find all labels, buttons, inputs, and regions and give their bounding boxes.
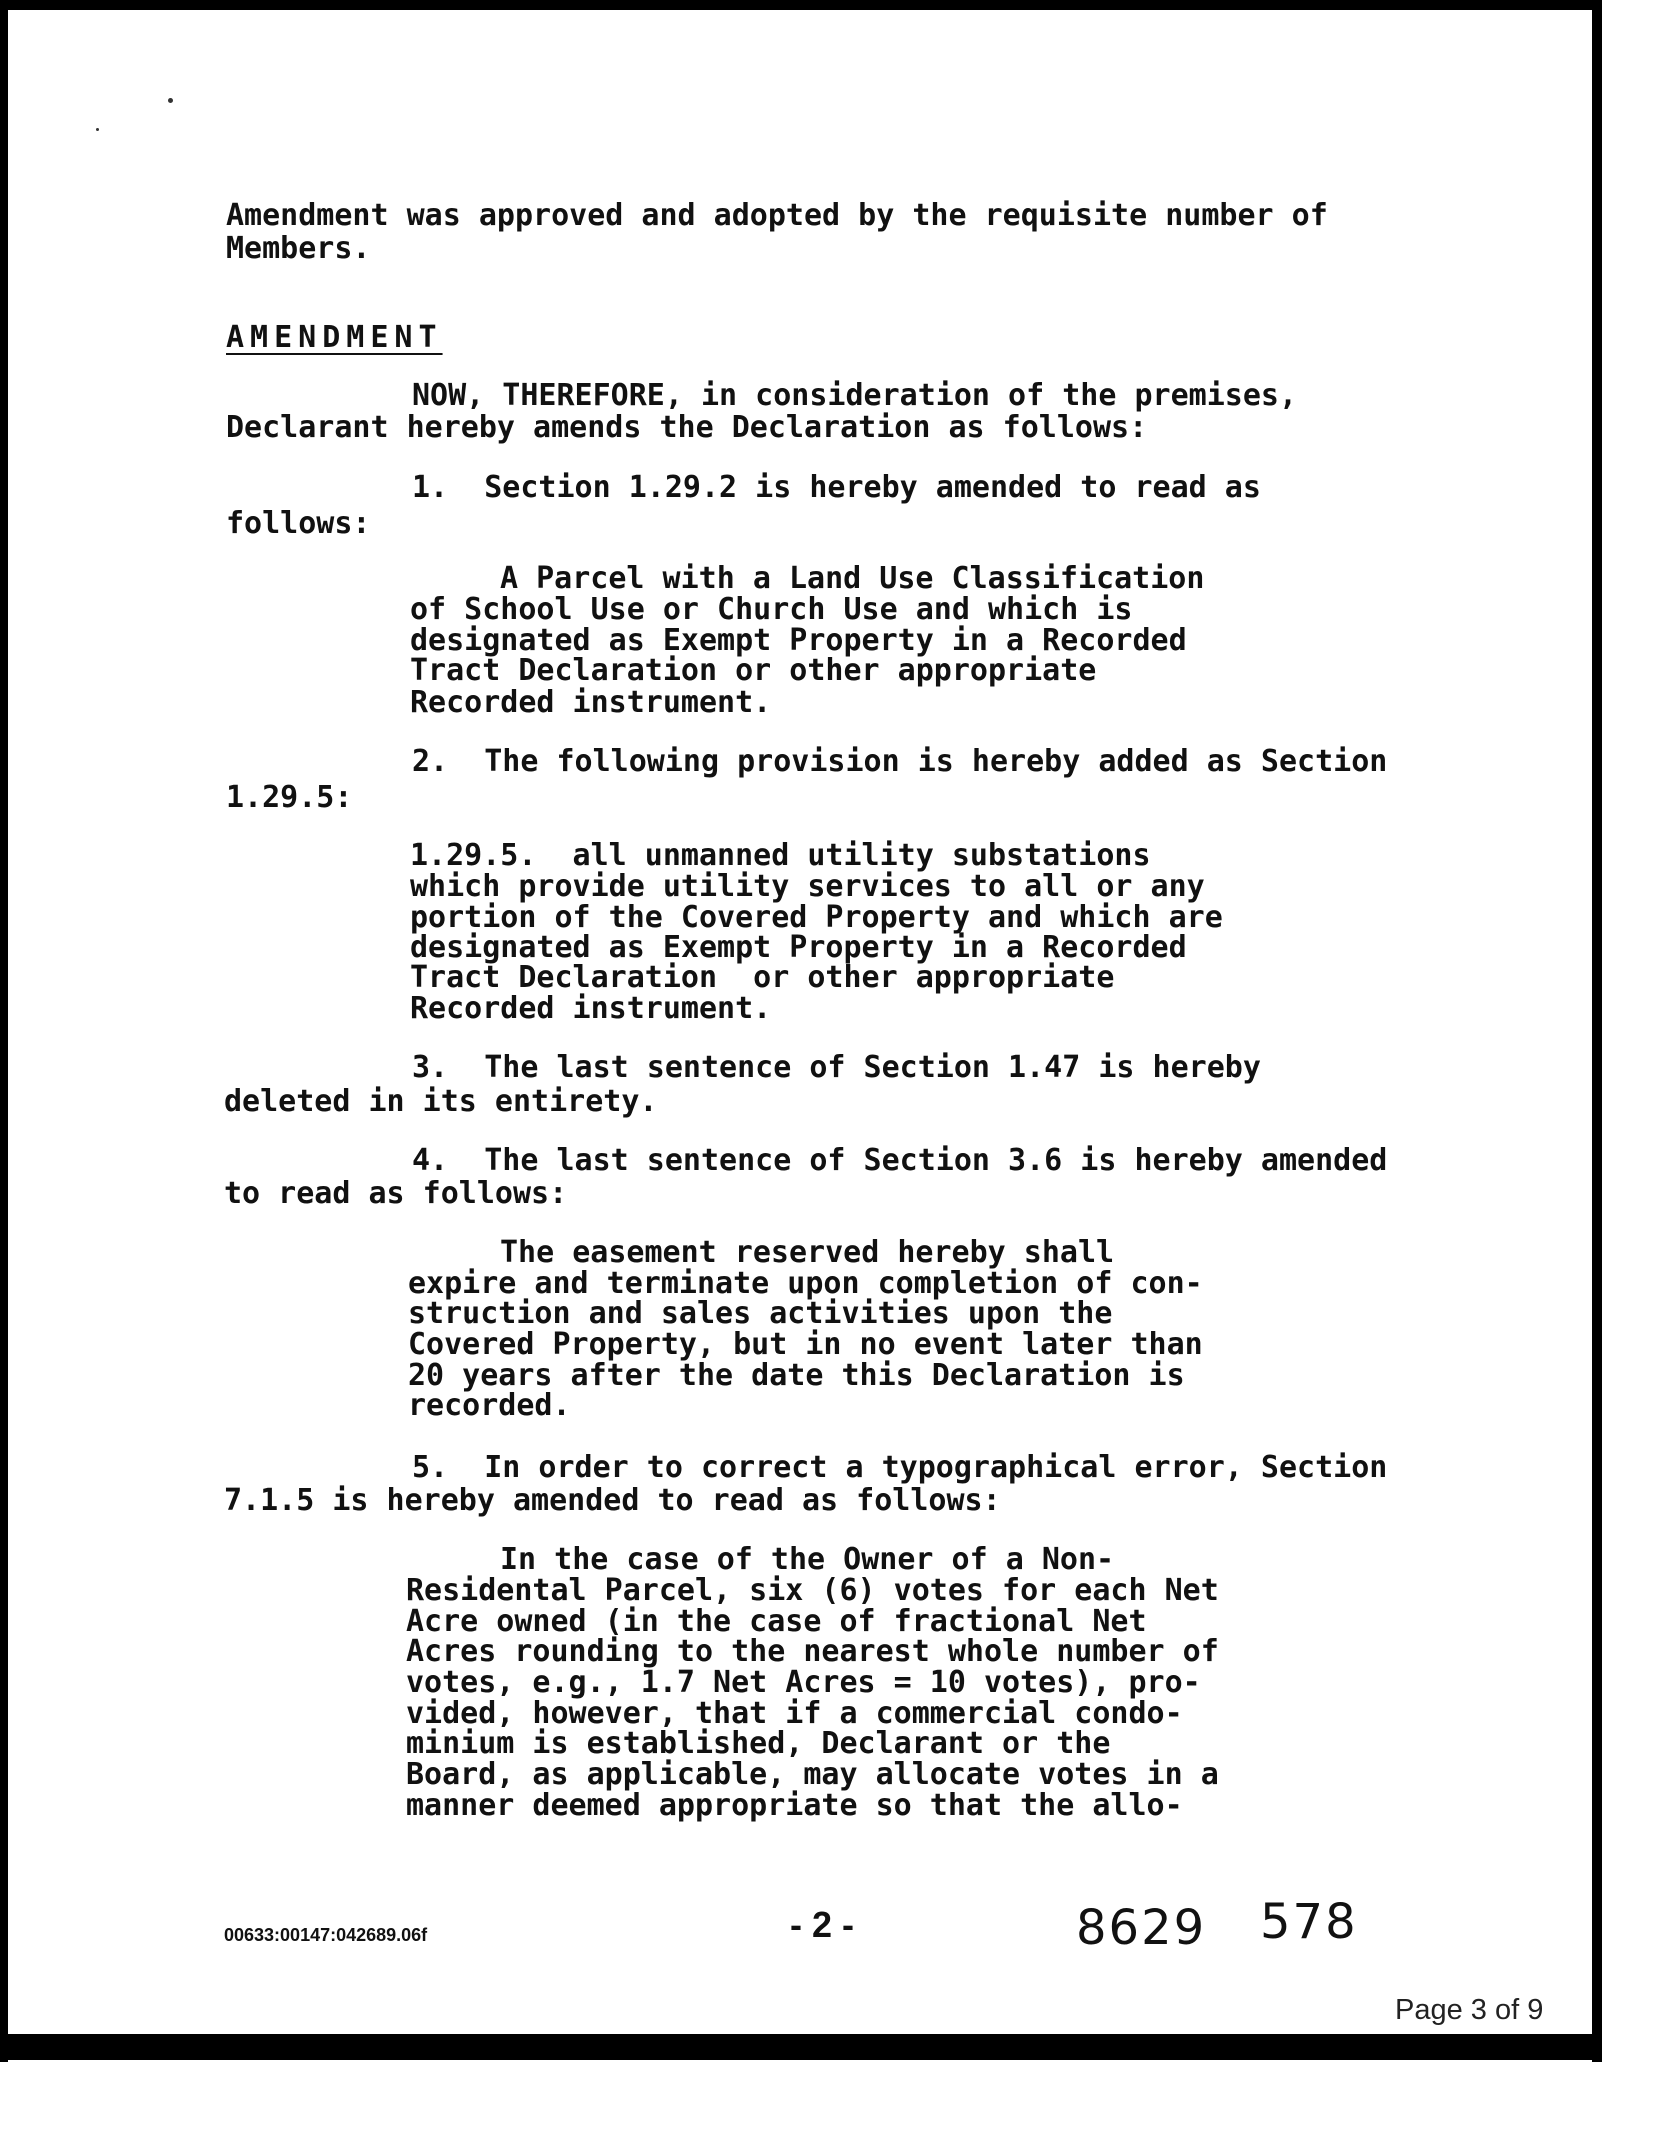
record-page-number: 578 — [1260, 1894, 1358, 1950]
scan-border-bottom — [0, 2034, 1602, 2060]
viewer-page-indicator: Page 3 of 9 — [1395, 1994, 1544, 2026]
item-continuation: deleted in its entirety. — [224, 1084, 658, 1119]
quote-line: 20 years after the date this Declaration is — [408, 1358, 1185, 1393]
scan-border-right — [1592, 0, 1602, 2062]
item-continuation: follows: — [226, 506, 371, 541]
quote-line: struction and sales activities upon the — [408, 1296, 1113, 1331]
quote-line: minium is established, Declarant or the — [406, 1726, 1111, 1761]
item-lead: 2. The following provision is hereby added as Section — [412, 744, 1388, 779]
amendment-heading: AMENDMENT — [226, 320, 443, 355]
quote-line: Recorded instrument. — [410, 991, 772, 1026]
document-code: 00633:00147:042689.06f — [224, 1925, 428, 1945]
item-continuation: to read as follows: — [224, 1176, 568, 1211]
scan-border-top — [0, 0, 1598, 10]
quote-line: Residental Parcel, six (6) votes for each Net — [406, 1573, 1219, 1608]
quote-line: Covered Property, but in no event later than — [408, 1327, 1203, 1362]
quote-line: which provide utility services to all or any — [410, 869, 1205, 904]
item-continuation: 1.29.5: — [226, 780, 353, 815]
page-number: - 2 - — [790, 1904, 855, 1945]
quote-line: Acres rounding to the nearest whole number of — [406, 1634, 1219, 1669]
item-lead: 4. The last sentence of Section 3.6 is hereby amended — [412, 1143, 1388, 1178]
scan-speck — [168, 98, 173, 103]
quote-line: recorded. — [408, 1388, 571, 1423]
quote-line: The easement reserved hereby shall — [500, 1235, 1115, 1270]
item-lead: 3. The last sentence of Section 1.47 is hereby — [412, 1050, 1261, 1085]
intro-line: Amendment was approved and adopted by the requisite number of — [226, 198, 1328, 233]
quote-line: designated as Exempt Property in a Recorded — [410, 930, 1187, 965]
preamble-line: NOW, THEREFORE, in consideration of the premises, — [412, 378, 1298, 413]
quote-line: Recorded instrument. — [410, 685, 772, 720]
record-book-number: 8629 — [1076, 1900, 1207, 1956]
quote-line: designated as Exempt Property in a Recorded — [410, 623, 1187, 658]
quote-line: A Parcel with a Land Use Classification — [500, 561, 1205, 596]
quote-line: votes, e.g., 1.7 Net Acres = 10 votes), pro- — [406, 1665, 1201, 1700]
quote-line: Acre owned (in the case of fractional Net — [406, 1604, 1147, 1639]
quote-line: expire and terminate upon completion of con- — [408, 1266, 1203, 1301]
quote-line: portion of the Covered Property and which are — [410, 900, 1223, 935]
item-continuation: 7.1.5 is hereby amended to read as follows: — [224, 1483, 1001, 1518]
item-lead: 5. In order to correct a typographical error, Section — [412, 1450, 1388, 1485]
quote-line: vided, however, that if a commercial condo- — [406, 1696, 1183, 1731]
quote-line: Tract Declaration or other appropriate — [410, 960, 1115, 995]
intro-line: Members. — [226, 231, 371, 266]
scan-border-left — [0, 0, 8, 2062]
item-lead: 1. Section 1.29.2 is hereby amended to read as — [412, 470, 1261, 505]
quote-line: In the case of the Owner of a Non- — [500, 1542, 1115, 1577]
quote-line: Board, as applicable, may allocate votes in a — [406, 1757, 1219, 1792]
scan-speck — [96, 128, 99, 131]
quote-line: 1.29.5. all unmanned utility substations — [410, 838, 1151, 873]
quote-line: Tract Declaration or other appropriate — [410, 653, 1097, 688]
quote-line: of School Use or Church Use and which is — [410, 592, 1133, 627]
preamble-line: Declarant hereby amends the Declaration as follows: — [226, 410, 1148, 445]
quote-line: manner deemed appropriate so that the allo- — [406, 1788, 1183, 1823]
